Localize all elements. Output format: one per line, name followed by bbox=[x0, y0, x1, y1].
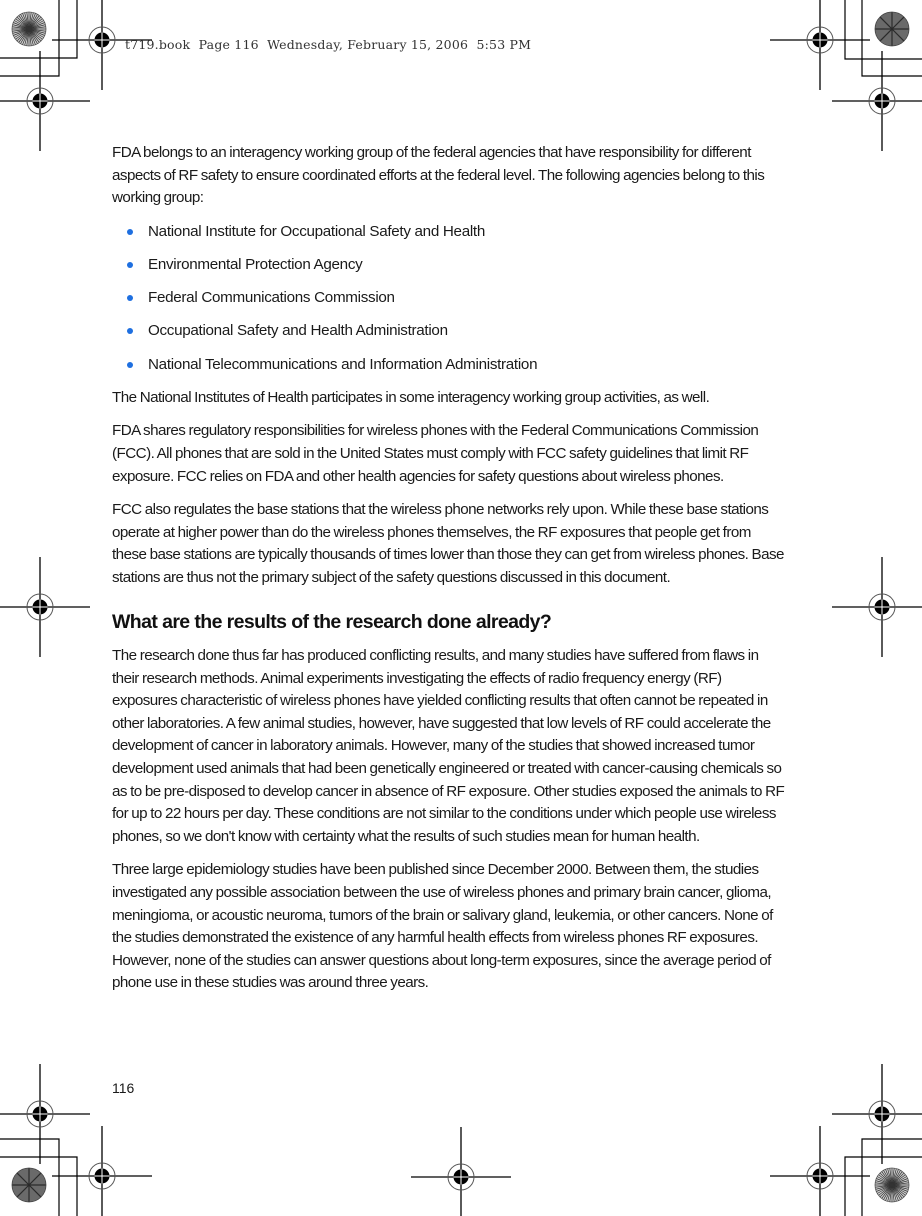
agency-label: National Telecommunications and Information Administration bbox=[148, 355, 538, 373]
starburst-target-icon bbox=[875, 12, 909, 46]
registration-crosshair-icon bbox=[0, 51, 90, 151]
agency-label: Environmental Protection Agency bbox=[148, 255, 363, 273]
registration-crosshair-icon bbox=[832, 51, 922, 151]
agency-list bbox=[112, 221, 788, 376]
bullet-icon bbox=[127, 295, 133, 301]
registration-crosshair-icon bbox=[0, 557, 90, 657]
agency-label: National Institute for Occupational Safety and Health bbox=[148, 222, 485, 240]
epidemiology-paragraph: Three large epidemiology studies have been published since December 2000. Between them, the studies investigated any possible association between the use of wireless phones and primary brain cancer, glioma, meningioma, or acoustic neuroma, tumors of the brain or salivary gland, leukemia, or other cancers. None of the studies demonstrated the existence of any harmful health effects from wireless phones RF exposures. However, none of the studies can answer questions about long-term exposures, since the average period of phone use in these studies was around three years. bbox=[112, 861, 773, 992]
nih-paragraph: The National Institutes of Health participates in some interagency working group activities, as well. bbox=[112, 388, 710, 406]
registration-crosshair-icon bbox=[52, 1126, 152, 1216]
print-slug-header: t719.book Page 116 Wednesday, February 15, 2006 5:53 PM bbox=[125, 37, 532, 52]
fcc-regulatory-paragraph: FDA shares regulatory responsibilities for wireless phones with the Federal Communications Commission (FCC). All phones that are sold in the United States must comply with FCC safety guidelines that limit RF exposure. FCC relies on FDA and other health agencies for safety questions about wireless phones. bbox=[112, 422, 759, 485]
registration-crosshair-icon bbox=[770, 0, 870, 90]
section-heading: What are the results of the research done already? bbox=[112, 611, 552, 634]
registration-crosshair-icon bbox=[0, 1064, 90, 1164]
list-item bbox=[127, 254, 788, 277]
bullet-icon bbox=[127, 262, 133, 268]
intro-paragraph: FDA belongs to an interagency working group of the federal agencies that have responsibility for different aspects of RF safety to ensure coordinated efforts at the federal level. The following agencies belong to this working group: bbox=[112, 144, 765, 207]
bullet-icon bbox=[127, 229, 133, 235]
bullet-icon bbox=[127, 328, 133, 334]
page-body bbox=[112, 142, 788, 1006]
registration-crosshair-icon bbox=[770, 1126, 870, 1216]
list-item bbox=[127, 320, 788, 343]
registration-crosshair-icon bbox=[411, 1127, 511, 1216]
agency-label: Occupational Safety and Health Administration bbox=[148, 322, 448, 340]
starburst-target-icon bbox=[12, 1168, 46, 1202]
registration-crosshair-icon bbox=[832, 557, 922, 657]
registration-crosshair-icon bbox=[832, 1064, 922, 1164]
list-item bbox=[127, 287, 788, 310]
page-number: 116 bbox=[112, 1080, 135, 1096]
starburst-target-icon bbox=[875, 1168, 909, 1202]
list-item bbox=[127, 354, 788, 377]
starburst-target-icon bbox=[12, 12, 46, 46]
bullet-icon bbox=[127, 362, 133, 368]
research-paragraph: The research done thus far has produced conflicting results, and many studies have suffered from flaws in their research methods. Animal experiments investigating the effects of radio frequency energy (RF) exposures characteristic of wireless phones have yielded conflicting results that often cannot be repeated in other laboratories. A few animal studies, however, have suggested that low levels of RF could accelerate the development of cancer in laboratory animals. However, many of the studies that showed increased tumor development used animals that had been genetically engineered or treated with cancer-causing chemicals so as to be pre-disposed to develop cancer in absence of RF exposure. Other studies exposed the animals to RF for up to 22 hours per day. These conditions are not similar to the conditions under which people use wireless phones, so we don't know with certainty what the results of such studies mean for human health. bbox=[112, 647, 785, 845]
agency-label: Federal Communications Commission bbox=[148, 289, 395, 307]
base-stations-paragraph: FCC also regulates the base stations that the wireless phone networks rely upon. While these base stations operate at higher power than do the wireless phones themselves, the RF exposures that people get from these base stations are typically thousands of times lower than those they can get from wireless phones. Base stations are thus not the primary subject of the safety questions discussed in this document. bbox=[112, 501, 784, 586]
list-item bbox=[127, 221, 788, 244]
